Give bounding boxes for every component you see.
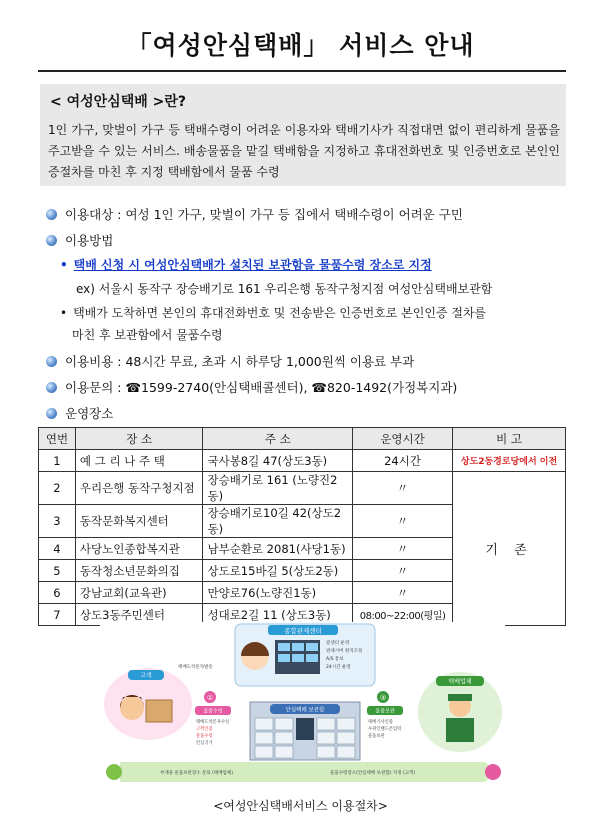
method-item [46,231,113,249]
method-step-line2: 마친 후 보관함에서 물품수령 [72,328,223,342]
row-no: 2 [39,472,76,505]
row-address: 장승배기로10길 42(상도2동) [203,505,353,538]
header-no: 연번 [39,428,76,450]
step1-item: 물품수령 [196,734,213,739]
method-example: ex) 서울시 동작구 장승배기로 161 우리은행 동작구청지점 여성안심택배보관함 [76,282,493,296]
black-bullet-icon: • [60,306,68,320]
method-highlight: 택배 신청 시 여성안심택배가 설치된 보관함을 물품수령 장소로 지정 [73,258,432,272]
row-place: 강남교회(교육관) [75,582,203,604]
row-address: 국사봉8길 47(상도3동) [203,450,353,472]
row-hours: 〃 [353,582,453,604]
center-item: 콜센터 운영 [326,641,350,646]
row-hours: 24시간 [353,450,453,472]
row-note: 상도2동경로당에서 이전 [453,450,566,472]
illustration-caption: <여성안심택배서비스 이용절차> [213,799,388,813]
bottom-right-label: 물품수령장소(안심택배 보관함) 지정 (고객) [330,771,416,776]
row-place: 상도3동주민센터 [75,604,203,626]
header-hours: 운영시간 [353,428,453,450]
center-item: 관제시버 원격조정 [326,649,363,654]
row-place: 동작청소년문화의집 [75,560,203,582]
row-hours: 〃 [353,505,453,538]
row-address: 장승배기로 161 (노량진2동) [203,472,353,505]
header-address: 주 소 [203,428,353,450]
control-center-label: 종합관제센터 [284,627,322,635]
bullet-icon [46,209,57,220]
step3-item: 수취인핸드폰입력 [368,727,402,732]
customer-icon [120,696,144,720]
row-place: 예 그 리 나 주 택 [75,450,203,472]
bullet-icon [46,408,57,419]
row-place: 우리은행 동작구청지점 [75,472,203,505]
row-address: 남부순환로 2081(사당1동) [203,538,353,560]
fee-text: 이용비용 : 48시간 무료, 초과 시 하루당 1,000원씩 이용료 부과 [65,354,415,369]
method-highlight-row [60,256,432,273]
step3-label: 물품보관 [375,708,395,715]
row-note-merged: 기 존 [453,472,566,626]
table-row [39,472,566,505]
row-no: 5 [39,560,76,582]
step1-num: ① [206,694,214,702]
bottom-left-label: 부재중 물품보관장소 문의 (택배업체) [160,771,234,776]
table-header-row [39,428,566,450]
method-text: 이용방법 [65,233,114,248]
courier-label: 택배업체 [448,678,472,686]
center-item: A/S 통보 [326,657,344,662]
step1-item: 안심귀가 [196,741,213,746]
center-item: 24시간 운영 [326,665,351,670]
service-process-illustration [100,622,505,784]
row-address: 성대로2길 11 (상도3동) [203,604,353,626]
sites-table [38,427,566,626]
row-place: 동작문화복지센터 [75,505,203,538]
step3-item: 택배기사인증 [368,720,393,725]
row-hours: 〃 [353,560,453,582]
row-hours: 〃 [353,538,453,560]
method-step-row [60,304,486,321]
bullet-icon [46,382,57,393]
sites-label: 운영장소 [65,406,114,421]
row-no: 7 [39,604,76,626]
locker-label: 안심택배 보관함 [285,707,325,714]
customer-label: 고객 [140,672,152,680]
step1-item: 택배도착문자수신 [196,720,230,725]
row-no: 4 [39,538,76,560]
step3-num: ③ [379,694,387,702]
header-place: 장 소 [75,428,203,450]
fee-item [46,352,414,370]
bullet-icon [46,235,57,246]
step1-label: 물품수령 [203,708,223,715]
inquiry-item [46,378,457,396]
notice-label: 택배도착문자발송 [178,665,213,670]
row-no: 3 [39,505,76,538]
row-no: 6 [39,582,76,604]
blue-bullet-icon: • [60,258,68,272]
bullet-icon [46,356,57,367]
inquiry-text: 이용문의 : ☎1599-2740(안심택배콜센터), ☎820-1492(가정복지과) [65,380,458,395]
intro-heading: < 여성안심택배 >란? [50,94,186,110]
target-item [46,205,463,223]
row-no: 1 [39,450,76,472]
page-title: 「여성안심택배」 서비스 안내 [126,31,475,60]
row-address: 상도로15바길 5(상도2동) [203,560,353,582]
target-text: 이용대상 : 여성 1인 가구, 맞벌이 가구 등 집에서 택배수령이 어려운 구민 [65,207,463,222]
row-place: 사당노인종합복지관 [75,538,203,560]
method-step-line1: 택배가 도착하면 본인의 휴대전화번호 및 전송받은 인증번호로 본인인증 절차를 [73,306,487,320]
parcel-icon [146,700,172,722]
step3-item: 물품보관 [368,734,385,739]
step1-item: 고객인증 [196,727,213,732]
header-note: 비 고 [453,428,566,450]
title-divider [38,70,566,72]
row-hours: 08:00~22:00(평일) [353,604,453,626]
intro-box [40,84,566,186]
sites-item [46,404,113,422]
row-address: 만양로76(노량진1동) [203,582,353,604]
table-row [39,450,566,472]
intro-text: 1인 가구, 맞벌이 가구 등 택배수령이 어려운 이용자와 택배기사가 직접대면 없이 편리하게 물품을 주고받을 수 있는 서비스. 배송물품을 맡길 택배함을 지정하고 휴대전화번호 및 인증번호로 본인인증절차를 마친 후 지정 택배함에서 물품 수령 [48,123,560,179]
row-hours: 〃 [353,472,453,505]
